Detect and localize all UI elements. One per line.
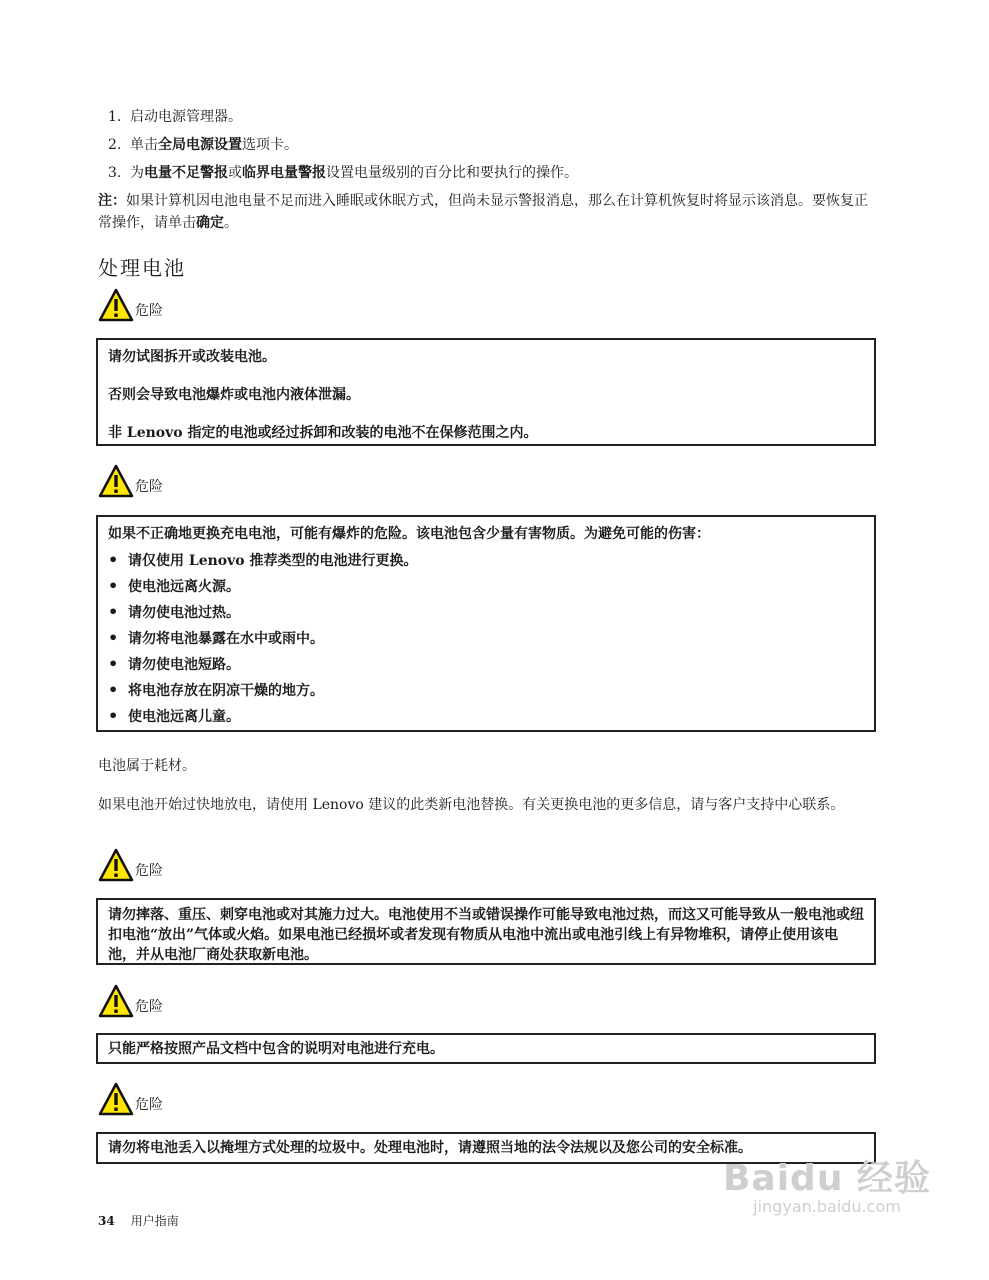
list-item: • 请勿使电池短路。 [108,651,864,677]
body-paragraph: 如果电池开始过快地放电，请使用 Lenovo 建议的此类新电池替换。有关更换电池的更多信息，请与客户支持中心联系。 [98,797,845,813]
note-bold: 确定 [196,215,224,231]
danger-text: 请勿摔落、重压、刺穿电池或对其施力过大。电池使用不当或错误操作可能导致电池过热，而这又可能导致从一般电池或纽扣电池“放出”气体或火焰。如果电池已经损坏或者发现有物质从电池中流出或电池引线上有异物堆积，请停止使用该电池，并从电池厂商处获取新电池。 [108,907,864,963]
watermark [723,1150,931,1216]
danger-label: 危险 [135,1097,163,1113]
step-item [108,131,878,159]
danger-box [96,1033,876,1064]
danger-box [96,515,876,732]
danger-label: 危险 [135,303,163,319]
danger-text: 请勿试图拆开或改装电池。 [108,349,276,365]
danger-box [96,338,876,446]
step-number: 3. [108,165,122,181]
watermark-url: jingyan.baidu.com [753,1197,901,1216]
step-item [108,159,878,187]
list-item: • 请仅使用 Lenovo 推荐类型的电池进行更换。 [108,547,864,573]
warning-triangle-icon [98,1082,134,1116]
list-item: • 请勿将电池暴露在水中或雨中。 [108,625,864,651]
step-text: 或 [228,165,242,181]
note-end: 。 [224,215,238,231]
step-text: 启动电源管理器。 [130,109,242,125]
danger-heading [98,1080,163,1116]
warning-triangle-icon [98,288,134,322]
list-item: • 使电池远离火源。 [108,573,864,599]
step-item [108,103,878,131]
body-paragraph: 电池属于耗材。 [98,758,196,774]
danger-list [108,547,864,729]
step-number: 2. [108,137,122,153]
danger-text: 非 Lenovo 指定的电池或经过拆卸和改装的电池不在保修范围之内。 [108,425,538,441]
warning-triangle-icon [98,848,134,882]
warning-triangle-icon [98,464,134,498]
danger-text: 请勿将电池丢入以掩埋方式处理的垃圾中。处理电池时，请遵照当地的法令法规以及您公司的安全标准。 [108,1140,752,1156]
steps-list [108,103,878,187]
danger-heading [98,462,163,498]
step-text: 设置电量级别的百分比和要执行的操作。 [326,165,578,181]
warning-triangle-icon [98,984,134,1018]
danger-label: 危险 [135,999,163,1015]
step-bold-text: 临界电量警报 [242,165,326,181]
danger-heading [98,286,163,322]
step-bold-text: 全局电源设置 [158,137,242,153]
footer-title: 用户指南 [130,1214,179,1228]
watermark-logo: Baidu 经验 [722,1158,931,1199]
note-label: 注： [98,193,126,209]
step-bold-text: 电量不足警报 [144,165,228,181]
step-text: 选项卡。 [242,137,298,153]
step-text: 为 [130,165,144,181]
section-title: 处理电池 [98,256,186,280]
step-number: 1. [108,109,122,125]
step-text: 单击 [130,137,158,153]
danger-label: 危险 [135,479,163,495]
page-number: 34 [98,1214,115,1228]
danger-label: 危险 [135,863,163,879]
danger-text: 否则会导致电池爆炸或电池内液体泄漏。 [108,387,360,403]
danger-heading [98,846,163,882]
note-paragraph [98,190,876,234]
danger-heading [98,982,163,1018]
list-item: • 将电池存放在阴凉干燥的地方。 [108,677,864,703]
list-item: • 使电池远离儿童。 [108,703,864,729]
page-footer [98,1212,179,1229]
note-text: 如果计算机因电池电量不足而进入睡眠或休眠方式，但尚未显示警报消息，那么在计算机恢复时将显示该消息。要恢复正常操作，请单击 [98,193,868,231]
danger-lead-text: 如果不正确地更换充电电池，可能有爆炸的危险。该电池包含少量有害物质。为避免可能的伤害： [108,526,710,542]
danger-box [96,898,876,965]
danger-text: 只能严格按照产品文档中包含的说明对电池进行充电。 [108,1041,444,1057]
list-item: • 请勿使电池过热。 [108,599,864,625]
